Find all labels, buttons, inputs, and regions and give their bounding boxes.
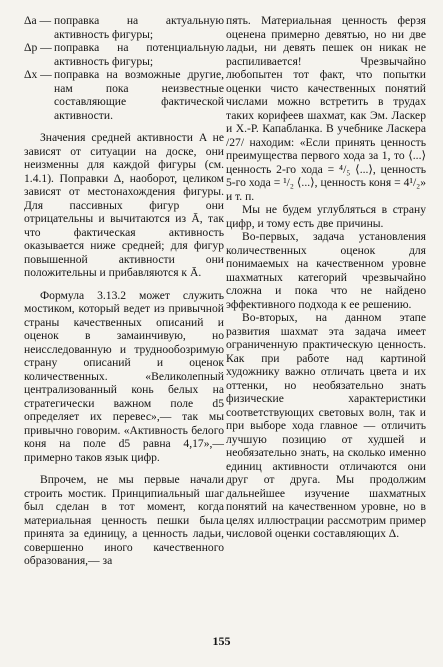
- paragraph: Формула 3.13.2 может служить мостиком, который ведет из привычной страны качественных описаний и оценок в замаинчивую, но неисследованную и труднообозримую страну описаний и оценок количественных. «Великолепный централизованный конь белых на стратегически важном поле d5 определяет их перевес»,— так мы привычно говорим. «Активность белого коня на поле d5 равна 4,17»,— примерно таков язык цифр.: [24, 288, 224, 464]
- page-number: 155: [212, 634, 231, 648]
- definition-symbol: Δа —: [24, 14, 52, 27]
- definition-symbol: Δр —: [24, 41, 52, 54]
- right-column: [226, 14, 426, 541]
- paragraph: Впрочем, не мы первые начали строить мостик. Принципиальный шаг был сделан в тот момент, когда материальная ценность пешки была принята за единицу, а ценность ладьи, совершенно иного качественного образования,— за: [24, 473, 224, 567]
- definition-text: поправка на возможные другие, нам пока неизвестные составляющие фактической активности.: [54, 68, 224, 122]
- definition-symbol: Δх —: [24, 68, 52, 81]
- definition-item: [24, 68, 224, 122]
- definition-list: [24, 14, 224, 122]
- definition-item: [24, 41, 224, 68]
- paragraph: Во-первых, задача установления количественных оценок для понимаемых на качественном уровне шахматных категорий чрезвычайно сложна и пока что не найдено эффективного подхода к ее решению.: [226, 230, 426, 311]
- paragraph: Мы не будем углубляться в страну цифр, и тому есть две причины.: [226, 203, 426, 230]
- paragraph: Значения средней активности A не зависят от ситуации на доске, они неизменны для каждой фигуры (см. 1.4.1). Поправки Δ, наоборот, целиком зависят от местонахождения фигуры. Для пассивных фигур они отрицательны и вычитаются из Ā, так что фактическая активность оказывается ниже средней; для фигур повышенной активности они положительны и прибавляются к Ā.: [24, 131, 224, 279]
- left-column: [24, 14, 224, 568]
- definition-text: поправка на потенциальную активность фигуры;: [54, 41, 224, 68]
- paragraph: Во-вторых, на данном этапе развития шахмат эта задача имеет ограниченную практическую ценность. Как при работе над картиной художнику важно отличать цвета и их оттенки, но необязательно знать физические характеристики соответствующих световых волн, так и при выборе хода главное — отличить лучшую позицию от худшей и необязательно знать, на сколько именно единиц активности отличаются они друг от друга. Мы продолжим дальнейшее изучение шахматных понятий на качественном уровне, но в целях иллюстрации рассмотрим пример числовой оценки составляющих Δ.: [226, 311, 426, 540]
- definition-item: [24, 14, 224, 41]
- definition-text: поправка на актуальную активность фигуры;: [54, 14, 224, 41]
- paragraph: пять. Материальная ценность ферзя оценена примерно девятью, но ни две ладьи, ни девять пешек он никак не распиливается! Чрезвычайно любопытен тот факт, что попытки оценки чисто качественных понятий числами можно встретить в трудах таких корифеев шахмат, как Эм. Ласкер и Х.-Р. Капабланка. В учебнике Ласкера /27/ находим: «Если принять ценность преимущества первого хода за 1, то ⟨...⟩ ценность 2-го хода = ⁴/₅ ⟨...⟩, ценность 5-го хода = ¹/₂ ⟨...⟩, ценность коня = 4¹/₂» и т. п.: [226, 14, 426, 203]
